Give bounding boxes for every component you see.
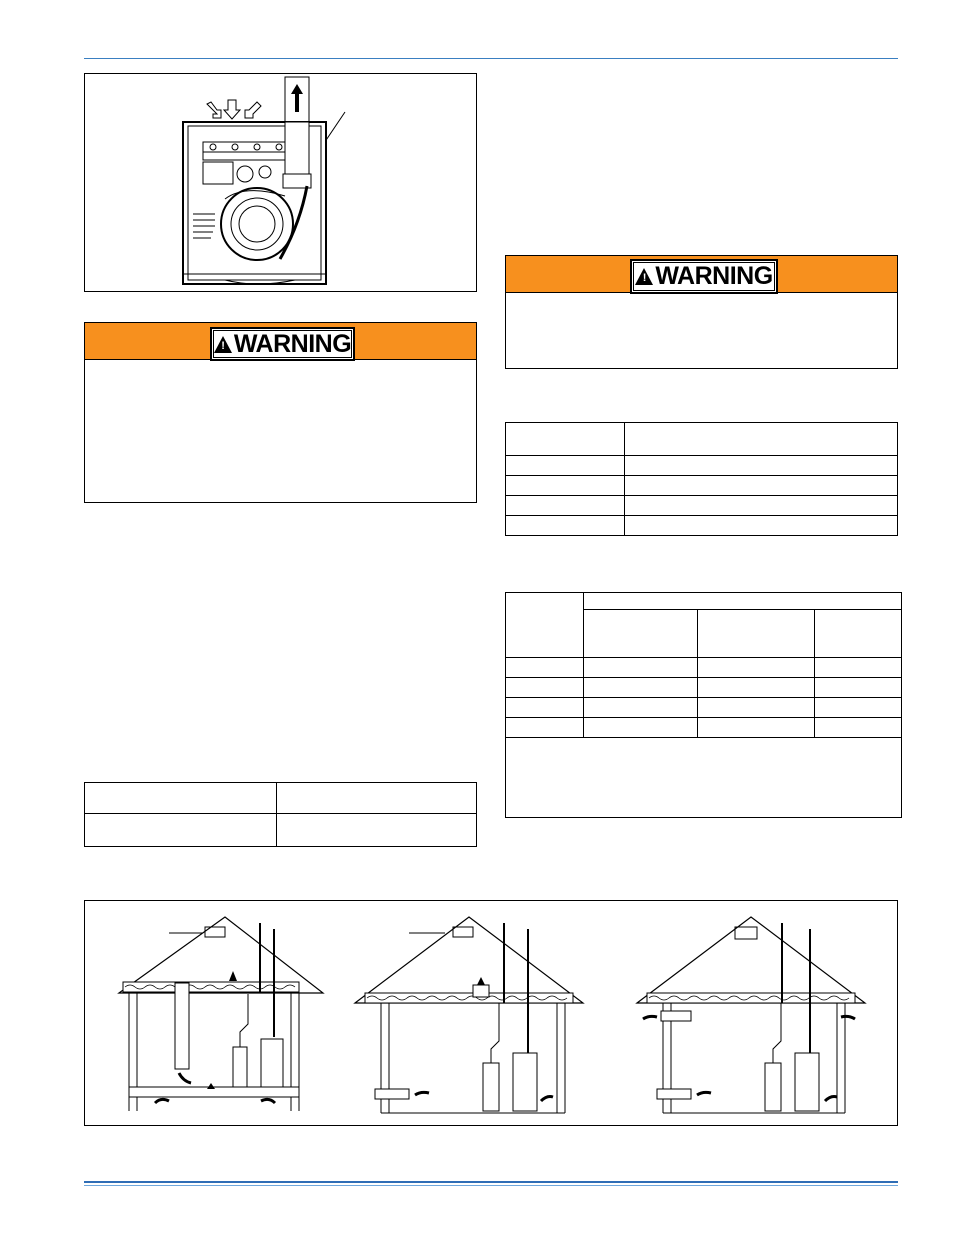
table-cell — [506, 718, 584, 738]
table-cell — [506, 476, 625, 496]
header-rule — [84, 58, 898, 59]
table-cell — [584, 698, 698, 718]
table-cell — [277, 814, 477, 847]
ventilation-figure — [84, 900, 898, 1126]
table-cell — [815, 678, 902, 698]
table-cell — [584, 610, 698, 658]
table-cell — [506, 496, 625, 516]
table-cell — [584, 593, 902, 610]
table-cell — [584, 658, 698, 678]
table-cell — [506, 698, 584, 718]
house-diagram-3 — [637, 917, 865, 1113]
table-row — [506, 476, 898, 496]
table-cell — [625, 423, 898, 456]
table-row — [506, 456, 898, 476]
table-cell — [85, 783, 277, 814]
warning-label — [210, 327, 355, 361]
table-cell — [506, 423, 625, 456]
table-cell — [815, 658, 902, 678]
table-cell — [815, 610, 902, 658]
table-row — [506, 423, 898, 456]
table-row — [506, 496, 898, 516]
warning-triangle-icon: ! — [214, 336, 232, 353]
house-attic-ventilation-diagrams-icon — [85, 901, 899, 1127]
table-cell — [625, 456, 898, 476]
table-cell — [698, 678, 815, 698]
warning-box-right — [505, 255, 898, 369]
table-note-cell — [506, 738, 902, 818]
table-row — [506, 516, 898, 536]
table-cell — [815, 718, 902, 738]
table-cell — [584, 678, 698, 698]
left-table — [84, 782, 477, 847]
table-cell — [698, 658, 815, 678]
table-cell — [698, 610, 815, 658]
furnace-figure — [84, 73, 477, 292]
table-row — [506, 738, 902, 818]
warning-box-left — [84, 322, 477, 503]
house-diagram-2 — [355, 917, 583, 1113]
warning-text: WARNING — [233, 329, 352, 358]
table-row — [506, 698, 902, 718]
table-cell — [506, 516, 625, 536]
table-cell — [506, 658, 584, 678]
table-row — [506, 678, 902, 698]
table-cell — [584, 718, 698, 738]
table-cell — [698, 718, 815, 738]
table-cell — [277, 783, 477, 814]
table-cell — [625, 476, 898, 496]
table-cell — [506, 593, 584, 658]
table-row — [85, 783, 477, 814]
table-cell — [698, 698, 815, 718]
right-table-1 — [505, 422, 898, 536]
table-cell — [625, 496, 898, 516]
warning-text: WARNING — [655, 262, 773, 290]
table-cell — [85, 814, 277, 847]
table-cell — [506, 678, 584, 698]
right-table-2 — [505, 592, 902, 818]
table-row — [506, 718, 902, 738]
footer-rule-thin — [84, 1185, 898, 1186]
table-row — [506, 593, 902, 610]
table-cell — [625, 516, 898, 536]
warning-label — [630, 259, 778, 294]
house-diagram-1 — [119, 917, 323, 1111]
table-cell — [506, 456, 625, 476]
table-row — [506, 658, 902, 678]
table-cell — [815, 698, 902, 718]
warning-triangle-icon: ! — [635, 268, 653, 285]
furnace-vent-diagram-icon — [85, 74, 478, 293]
footer-rule — [84, 1181, 898, 1183]
table-row — [85, 814, 477, 847]
